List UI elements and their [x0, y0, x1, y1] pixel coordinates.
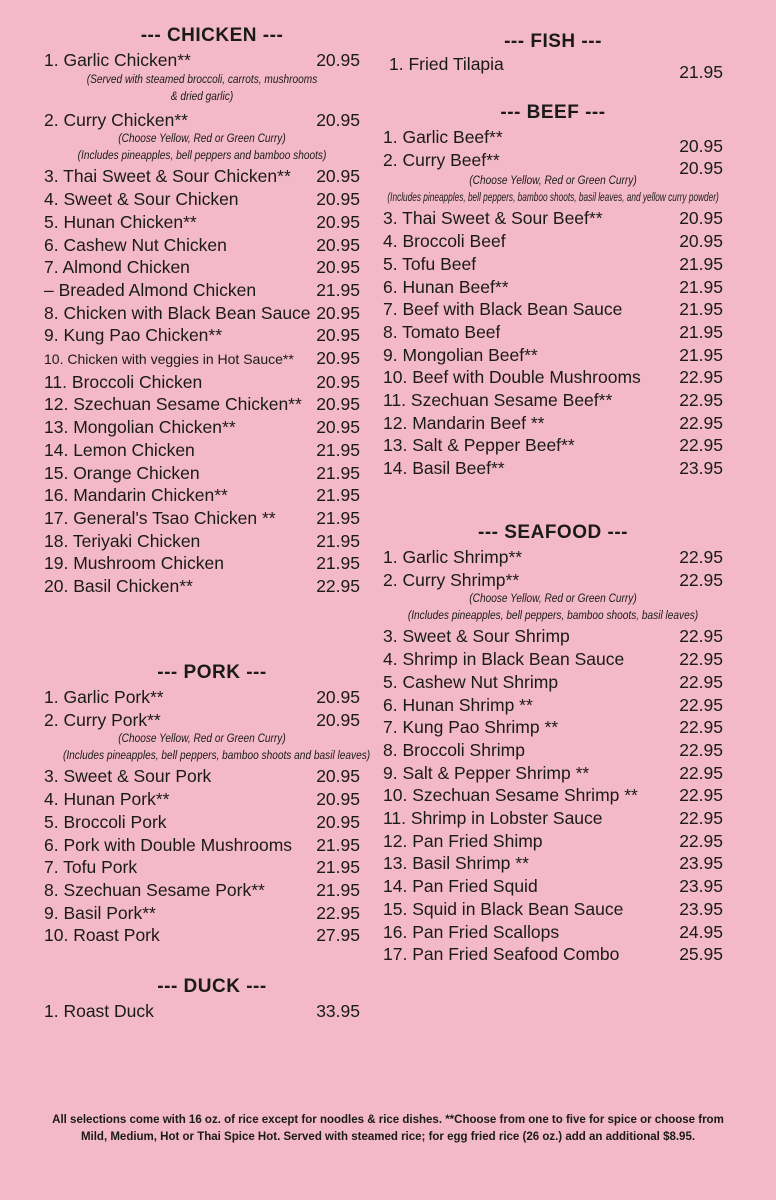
menu-item — [44, 811, 360, 834]
section-title: --- SEAFOOD --- — [478, 522, 628, 543]
menu-item — [44, 371, 360, 394]
menu-item — [44, 1000, 360, 1023]
item-name: 1. Fried Tilapia — [389, 54, 504, 74]
item-note: (Choose Yellow, Red or Green Curry) — [118, 133, 286, 146]
item-price: 20.95 — [316, 766, 360, 787]
item-note: & dried garlic) — [170, 90, 234, 103]
item-price: 21.95 — [316, 507, 360, 528]
section-title: --- FISH --- — [504, 31, 602, 52]
menu-item — [383, 739, 723, 762]
item-name: 6. Hunan Beef** — [383, 276, 509, 297]
menu-item — [44, 324, 360, 347]
item-name: 8. Tomato Beef — [383, 321, 501, 342]
item-name: 6. Cashew Nut Chicken — [44, 234, 227, 255]
item-price: 21.95 — [316, 462, 360, 483]
item-name: 7. Beef with Black Bean Sauce — [383, 299, 623, 320]
menu-item — [383, 671, 723, 694]
section-title: --- DUCK --- — [157, 976, 267, 997]
item-name: 4. Sweet & Sour Chicken — [44, 189, 239, 210]
item-price: 20.95 — [316, 417, 360, 438]
item-price: 21.95 — [316, 530, 360, 551]
menu-item — [383, 569, 723, 592]
item-name: 15. Orange Chicken — [44, 462, 200, 483]
item-price: 23.95 — [679, 853, 723, 874]
item-price: 20.95 — [316, 709, 360, 730]
item-price: 21.95 — [679, 299, 723, 320]
menu-item — [44, 530, 360, 553]
item-note: (Includes pineapples, bell peppers and bamboo shoots) — [77, 150, 327, 163]
menu-item — [383, 648, 723, 671]
menu-item — [44, 788, 360, 811]
item-price: 21.95 — [679, 321, 723, 342]
item-name: 6. Hunan Shrimp ** — [383, 694, 533, 715]
menu-item — [383, 852, 723, 875]
item-note: (Choose Yellow, Red or Green Curry) — [469, 593, 637, 606]
item-name: 14. Lemon Chicken — [44, 439, 195, 460]
item-name: 7. Almond Chicken — [44, 257, 190, 278]
item-price: 20.95 — [316, 234, 360, 255]
item-price: 20.95 — [316, 109, 360, 130]
menu-item — [383, 389, 723, 412]
item-price: 20.95 — [316, 166, 360, 187]
item-price: 20.95 — [316, 371, 360, 392]
item-name: 1. Garlic Pork** — [44, 687, 164, 707]
menu-item — [44, 834, 360, 857]
menu-item — [383, 321, 723, 344]
footer-note — [30, 1112, 746, 1146]
item-name: 4. Hunan Pork** — [44, 789, 170, 810]
menu-item — [44, 302, 360, 325]
beef-section — [383, 102, 723, 480]
pork-section — [44, 662, 371, 947]
menu-item — [44, 49, 360, 72]
item-note: (Served with steamed broccoli, carrots, mushrooms — [86, 73, 318, 86]
item-name: 2. Curry Beef** — [383, 149, 500, 170]
item-price: 21.95 — [316, 857, 360, 878]
item-price: 22.95 — [679, 649, 723, 670]
menu-item — [383, 53, 723, 82]
item-name: 9. Basil Pork** — [44, 902, 156, 923]
item-price: 21.95 — [679, 344, 723, 365]
item-price: 21.95 — [679, 253, 723, 274]
menu-item — [383, 366, 723, 389]
item-name: 16. Mandarin Chicken** — [44, 485, 228, 506]
item-price: 20.95 — [679, 208, 723, 229]
item-name: 1. Garlic Shrimp** — [383, 547, 523, 567]
item-name: 15. Squid in Black Bean Sauce — [383, 898, 624, 919]
menu-item — [44, 484, 360, 507]
footer-line: Mild, Medium, Hot or Thai Spice Hot. Served with steamed rice; for egg fried rice (26 oz.) add an additional $8.95. — [80, 1131, 696, 1143]
item-price: 22.95 — [679, 785, 723, 806]
menu-item — [383, 784, 723, 807]
item-name: 16. Pan Fried Scallops — [383, 921, 560, 942]
item-name: 9. Salt & Pepper Shrimp ** — [383, 762, 590, 783]
item-price: 22.95 — [679, 830, 723, 851]
duck-section — [44, 976, 360, 1023]
menu-item — [383, 546, 723, 569]
item-price: 22.95 — [679, 412, 723, 433]
item-name: 8. Broccoli Shrimp — [383, 739, 525, 760]
item-name: 5. Hunan Chicken** — [44, 211, 197, 232]
item-price: 22.95 — [316, 902, 360, 923]
menu-item — [44, 211, 360, 234]
seafood-section — [383, 522, 723, 966]
menu-item — [383, 298, 723, 321]
menu-item — [383, 830, 723, 853]
item-name: 17. Pan Fried Seafood Combo — [383, 944, 620, 965]
item-price: 20.95 — [316, 687, 360, 707]
menu-item — [383, 412, 723, 435]
item-name: 1. Garlic Beef** — [383, 127, 503, 147]
item-name: 10. Chicken with veggies in Hot Sauce** — [44, 351, 294, 368]
menu-item — [44, 393, 360, 416]
menu-item — [383, 762, 723, 785]
menu-item — [44, 279, 360, 302]
item-name: 5. Tofu Beef — [383, 253, 477, 274]
item-price: 20.95 — [316, 302, 360, 323]
item-name: 6. Pork with Double Mushrooms — [44, 834, 293, 855]
item-price: 24.95 — [679, 921, 723, 942]
item-name: 3. Thai Sweet & Sour Chicken** — [44, 166, 291, 187]
item-name: 14. Basil Beef** — [383, 458, 505, 479]
item-name: 3. Thai Sweet & Sour Beef** — [383, 208, 603, 229]
item-note: (Choose Yellow, Red or Green Curry) — [118, 733, 286, 746]
item-name: 8. Szechuan Sesame Pork** — [44, 879, 265, 900]
item-price: 21.95 — [316, 439, 360, 460]
menu-item — [44, 765, 360, 788]
item-name: 7. Tofu Pork — [44, 857, 138, 878]
menu-item — [44, 234, 360, 257]
item-price: 22.95 — [679, 739, 723, 760]
menu-item — [44, 902, 360, 925]
item-name: 10. Roast Pork — [44, 925, 160, 946]
menu-item — [383, 694, 723, 717]
item-price: 21.95 — [316, 553, 360, 574]
menu-item — [383, 434, 723, 457]
item-price: 20.95 — [679, 157, 723, 178]
item-name: – Breaded Almond Chicken — [44, 279, 257, 300]
item-name: 18. Teriyaki Chicken — [44, 530, 201, 551]
menu-item — [383, 126, 723, 156]
item-price: 20.95 — [316, 211, 360, 232]
item-name: 2. Curry Chicken** — [44, 109, 188, 130]
menu-item — [44, 552, 360, 575]
item-name: 11. Broccoli Chicken — [44, 371, 203, 392]
menu-item — [383, 875, 723, 898]
item-name: 13. Basil Shrimp ** — [383, 853, 529, 874]
item-name: 20. Basil Chicken** — [44, 576, 193, 597]
menu-item — [44, 879, 360, 902]
item-name: 3. Sweet & Sour Shrimp — [383, 626, 570, 647]
menu-item — [44, 924, 360, 947]
item-price: 22.95 — [679, 671, 723, 692]
menu-item — [44, 347, 360, 371]
item-note: (Includes pineapples, bell peppers, bamboo shoots, basil leaves, and yellow curry powder) — [387, 192, 719, 205]
menu-item — [383, 457, 723, 480]
item-price: 33.95 — [316, 1001, 360, 1021]
item-name: 11. Shrimp in Lobster Sauce — [383, 808, 603, 829]
item-price: 22.95 — [679, 569, 723, 590]
item-price: 21.95 — [679, 276, 723, 297]
menu-item — [44, 575, 360, 598]
item-price: 22.95 — [679, 390, 723, 411]
menu-item — [383, 253, 723, 276]
menu-item — [44, 462, 360, 485]
item-name: 5. Broccoli Pork — [44, 811, 167, 832]
item-name: 8. Chicken with Black Bean Sauce — [44, 302, 311, 323]
menu-item — [383, 230, 723, 253]
item-name: 13. Salt & Pepper Beef** — [383, 435, 575, 456]
item-name: 11. Szechuan Sesame Beef** — [383, 390, 613, 411]
menu-item — [383, 716, 723, 739]
item-name: 1. Roast Duck — [44, 1001, 154, 1021]
fish-section — [383, 31, 723, 82]
menu-item — [44, 416, 360, 439]
item-name: 9. Kung Pao Chicken** — [44, 325, 223, 346]
item-name: 12. Pan Fried Shimp — [383, 830, 543, 851]
menu-item — [383, 344, 723, 367]
item-price: 22.95 — [679, 547, 723, 567]
item-name: 12. Mandarin Beef ** — [383, 412, 545, 433]
section-title: --- CHICKEN --- — [140, 25, 284, 46]
footer-line: All selections come with 16 oz. of rice except for noodles & rice dishes. **Choose from one to five for spice or choose from — [52, 1114, 724, 1126]
item-price: 20.95 — [316, 50, 360, 70]
item-name: 14. Pan Fried Squid — [383, 876, 538, 897]
item-price: 20.95 — [316, 348, 360, 369]
item-price: 21.95 — [316, 834, 360, 855]
item-price: 25.95 — [679, 944, 723, 965]
item-note: (Includes pineapples, bell peppers, bamboo shoots and basil leaves) — [62, 750, 371, 763]
menu-item — [383, 921, 723, 944]
menu-item — [44, 439, 360, 462]
item-name: 12. Szechuan Sesame Chicken** — [44, 394, 302, 415]
item-price: 22.95 — [316, 576, 360, 597]
item-note: (Choose Yellow, Red or Green Curry) — [469, 175, 637, 188]
menu-item — [383, 207, 723, 230]
item-price: 21.95 — [679, 62, 723, 82]
menu-item — [44, 165, 360, 188]
menu-item — [383, 276, 723, 299]
item-name: 17. General's Tsao Chicken ** — [44, 507, 276, 528]
item-price: 20.95 — [679, 136, 723, 156]
item-name: 10. Beef with Double Mushrooms — [383, 367, 641, 388]
item-price: 22.95 — [679, 762, 723, 783]
item-name: 9. Mongolian Beef** — [383, 344, 538, 365]
item-name: 13. Mongolian Chicken** — [44, 417, 236, 438]
item-name: 2. Curry Shrimp** — [383, 569, 520, 590]
item-price: 21.95 — [316, 485, 360, 506]
menu-item — [44, 856, 360, 879]
menu-item — [383, 149, 723, 178]
item-name: 19. Mushroom Chicken — [44, 553, 224, 574]
menu-item — [44, 109, 360, 132]
item-price: 20.95 — [316, 811, 360, 832]
menu-item — [44, 188, 360, 211]
menu-item — [383, 898, 723, 921]
item-note: (Includes pineapples, bell peppers, bamboo shoots, basil leaves) — [407, 610, 699, 623]
item-price: 20.95 — [316, 189, 360, 210]
item-price: 20.95 — [316, 394, 360, 415]
item-name: 3. Sweet & Sour Pork — [44, 766, 212, 787]
item-name: 4. Shrimp in Black Bean Sauce — [383, 649, 625, 670]
section-title: --- PORK --- — [157, 662, 267, 683]
item-name: 10. Szechuan Sesame Shrimp ** — [383, 785, 638, 806]
section-title: --- BEEF --- — [500, 102, 606, 123]
menu-item — [383, 807, 723, 830]
item-price: 22.95 — [679, 435, 723, 456]
item-price: 27.95 — [316, 925, 360, 946]
menu-item — [44, 686, 360, 709]
item-price: 21.95 — [316, 879, 360, 900]
menu-item — [44, 709, 360, 732]
item-name: 2. Curry Pork** — [44, 709, 161, 730]
item-price: 22.95 — [679, 626, 723, 647]
chicken-section — [44, 25, 360, 598]
item-name: 4. Broccoli Beef — [383, 231, 506, 252]
item-name: 1. Garlic Chicken** — [44, 50, 191, 70]
item-price: 23.95 — [679, 898, 723, 919]
item-name: 7. Kung Pao Shrimp ** — [383, 717, 559, 738]
item-price: 23.95 — [679, 876, 723, 897]
item-price: 21.95 — [316, 279, 360, 300]
item-price: 22.95 — [679, 367, 723, 388]
item-price: 22.95 — [679, 694, 723, 715]
menu-item — [383, 625, 723, 648]
item-price: 23.95 — [679, 458, 723, 479]
menu-item — [44, 507, 360, 530]
item-price: 22.95 — [679, 808, 723, 829]
item-name: 5. Cashew Nut Shrimp — [383, 671, 559, 692]
item-price: 22.95 — [679, 717, 723, 738]
menu-item — [44, 256, 360, 279]
item-price: 20.95 — [316, 325, 360, 346]
item-price: 20.95 — [679, 231, 723, 252]
item-price: 20.95 — [316, 257, 360, 278]
item-price: 20.95 — [316, 789, 360, 810]
menu-item — [383, 943, 723, 966]
